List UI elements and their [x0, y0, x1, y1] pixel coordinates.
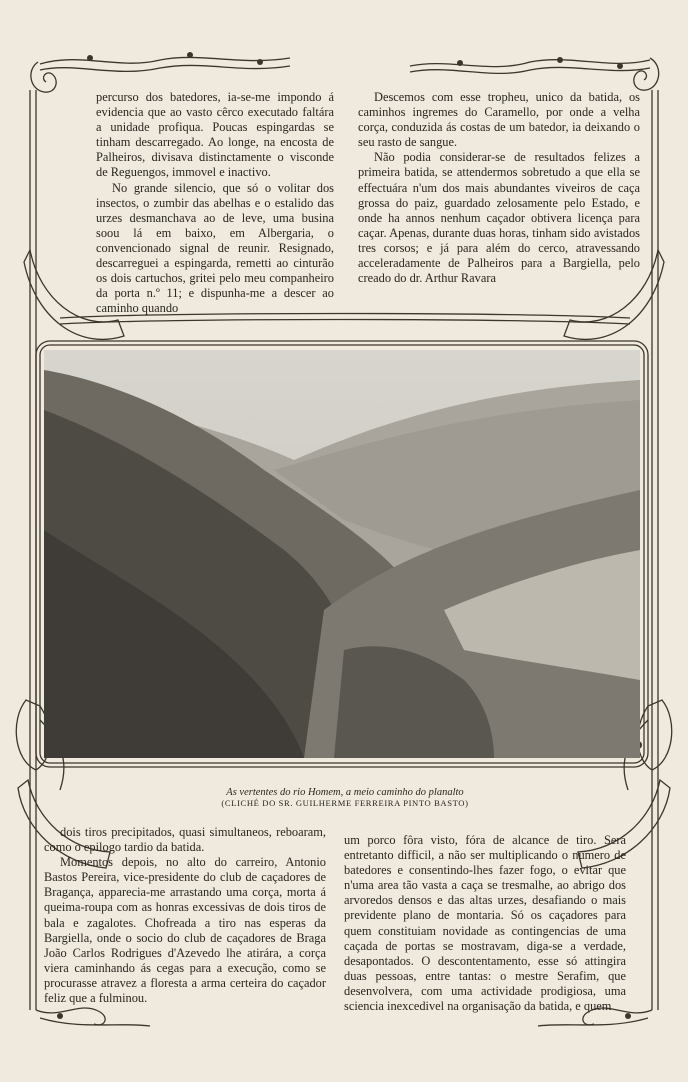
- photo-caption: [130, 787, 560, 808]
- paragraph: Momentos depois, no alto do carreiro, Antonio Bastos Pereira, vice-presidente do club de caçadores de Bragança, apparecia-me arrastando uma corça, morta á queima-roupa com as honras excessivas de dois tiros de bala e zagalotes. Chofreada a tiro nas esperas da Bargiella, onde o socio do club de caçadores de Braga João Carlos Rodrigues d'Azevedo lhe atirára, a corça viera caminhando ás cegas para a execução, como se procurasse atravez a floresta a arma certeira do caçador feliz que a fulminou.: [44, 855, 326, 1006]
- top-right-text-column: [358, 90, 640, 286]
- top-left-text-column: [96, 90, 334, 316]
- bottom-left-text-column: [44, 825, 326, 1006]
- mountain-valley-image: [44, 350, 640, 758]
- paragraph: No grande silencio, que só o volitar dos insectos, o zumbir das abelhas e o estalido das urzes desmanchava ao de leve, uma busina soou lá em baixo, em Albergaria, o convencionado signal de reunir. Resignado, descarreguei a espingarda, remetti ao cinturão os dois cartuchos, gritei pelo meu companheiro da porta n.º 11; e dispunha-me a descer ao caminho quando: [96, 180, 334, 316]
- paragraph: Não podia considerar-se de resultados felizes a primeira batida, se attendermos sobretudo a que ella se effectuára n'um dos mais abundantes viveiros de caça grossa do paiz, guardado zelosamente pelo Estado, e onde ha annos nenhum caçador obtivera licença para caçar. Apenas, durante duas horas, tinham sido avistados tres corsos; e já para além do cerco, atravessando acceleradamente de Palheiros para a Bargiella, pelo creado do dr. Arthur Ravara: [358, 150, 640, 286]
- paragraph: um porco fôra visto, fóra de alcance de tiro. Será entretanto difficil, a não ser multiplicando o numero de batedores e consentindo-lhes fazer fogo, o evitar que n'uma area tão vasta a caça se tresmalhe, ao abrigo dos arvoredos densos e das altas urzes, desafiando o mais previdente plano de montaria. Só os caçadores para quem constituiam novidade as contingencias de uma caçada de portas se mostravam, diga-se a verdade, desapontados. O descontentamento, esse só attingira duas pessoas, entre tantas: o mestre Serafim, que desenvolvera, com uma actividade prodigiosa, uma sciencia inexcedivel na organisação da batida, e quem: [344, 833, 626, 1014]
- caption-credit: (CLICHÉ DO SR. GUILHERME FERREIRA PINTO BASTO): [221, 798, 469, 808]
- landscape-photograph: [44, 350, 640, 758]
- bottom-right-text-column: [344, 833, 626, 1014]
- caption-title: As vertentes do rio Homem, a meio caminho do planalto: [226, 787, 464, 798]
- paragraph: dois tiros precipitados, quasi simultaneos, reboaram, como o epilogo tardio da batida.: [44, 825, 326, 855]
- paragraph: Descemos com esse tropheu, unico da batida, os caminhos ingremes do Caramello, por onde a velha corça, conduzida ás costas de um batedor, ia deixando o seu rasto de sangue.: [358, 90, 640, 150]
- paragraph: percurso dos batedores, ia-se-me impondo á evidencia que ao vasto cêrco executado faltára a unidade profiqua. Poucas espingardas se tinham descarregado. Ao longe, na encosta de Palheiros, divisava distinctamente o visconde de Reguengos, immovel e inactivo.: [96, 90, 334, 180]
